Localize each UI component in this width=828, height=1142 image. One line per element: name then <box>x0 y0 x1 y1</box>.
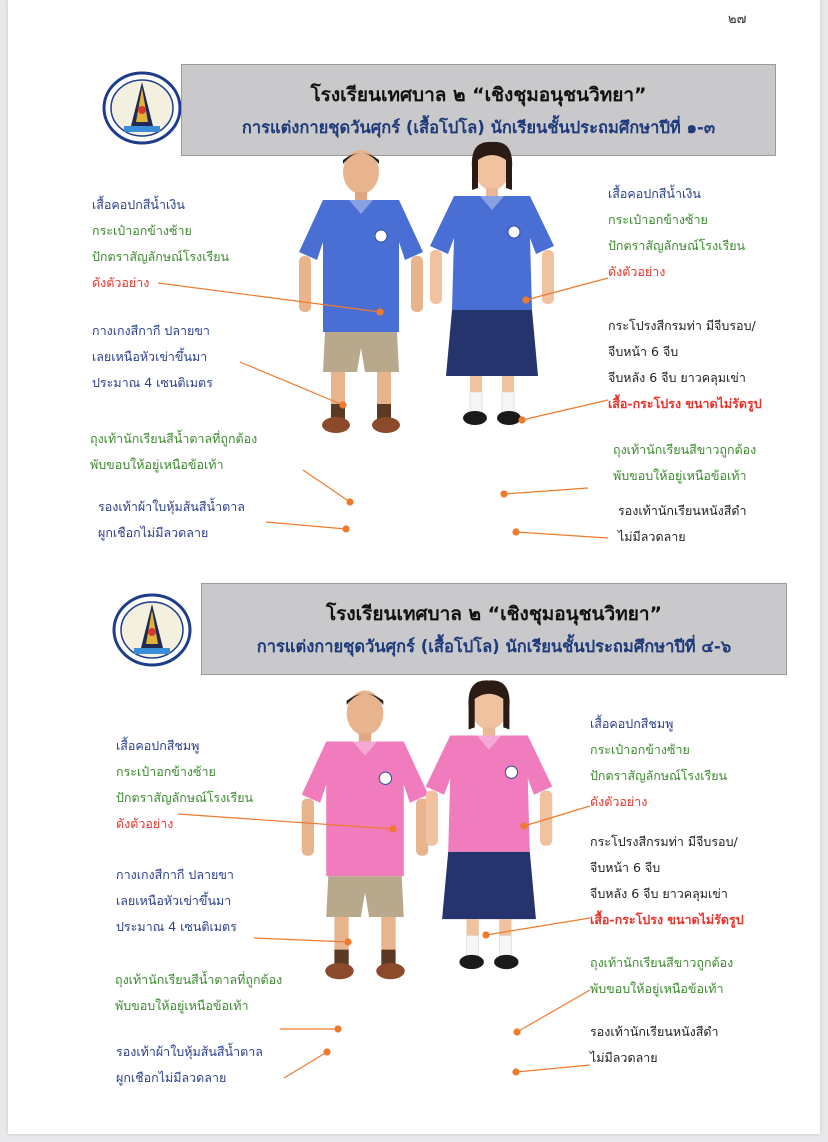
section-2-subtitle: การแต่งกายชุดวันศุกร์ (เสื้อโปโล) นักเรียนชั้นประถมศึกษาปีที่ ๔-๖ <box>256 637 732 656</box>
s2-boy-shirt-labels: เสื้อคอปกสีชมพู กระเป๋าอกข้างซ้าย ปักตราสัญลักษณ์โรงเรียน ดังตัวอย่าง <box>116 738 254 831</box>
s1-boy-pants-labels: กางเกงสีกากี ปลายขา เลยเหนือหัวเข่าขึ้นมา ประมาณ 4 เซนติเมตร <box>92 323 213 390</box>
s1-girl-socks-labels: ถุงเท้านักเรียนสีขาวถูกต้อง พับขอบให้อยู่เหนือข้อเท้า <box>613 442 757 483</box>
s1-boy-socks-labels: ถุงเท้านักเรียนสีน้ำตาลที่ถูกต้อง พับขอบให้อยู่เหนือข้อเท้า <box>90 431 258 472</box>
s2-girl-skirt-labels: กระโปรงสีกรมท่า มีจีบรอบ/ จีบหน้า 6 จีบ จีบหลัง 6 จีบ ยาวคลุมเข่า เสื้อ-กระโปรง ขนาดไม่รัดรูป <box>590 834 744 927</box>
s1-girl-skirt-labels: กระโปรงสีกรมท่า มีจีบรอบ/ จีบหน้า 6 จีบ จีบหลัง 6 จีบ ยาวคลุมเข่า เสื้อ-กระโปรง ขนาดไม่รัดรูป <box>608 318 762 411</box>
s1-girl-figure <box>430 142 554 425</box>
s2-boy-figure <box>302 691 428 980</box>
uniform-illustrations <box>8 0 820 1134</box>
s2-girl-shirt-labels: เสื้อคอปกสีชมพู กระเป๋าอกข้างซ้าย ปักตราสัญลักษณ์โรงเรียน ดังตัวอย่าง <box>590 716 728 809</box>
s2-boy-pants-labels: กางเกงสีกากี ปลายขา เลยเหนือหัวเข่าขึ้นมา ประมาณ 4 เซนติเมตร <box>116 867 237 934</box>
document-page <box>8 0 820 1134</box>
s1-boy-figure <box>299 150 423 433</box>
s1-girl-shoes-labels: รองเท้านักเรียนหนังสีดำ ไม่มีลวดลาย <box>618 503 747 544</box>
s2-girl-figure <box>426 680 552 969</box>
s2-boy-shoes-labels: รองเท้าผ้าใบหุ้มส้นสีน้ำตาล ผูกเชือกไม่มีลวดลาย <box>116 1044 263 1085</box>
s2-girl-socks-labels: ถุงเท้านักเรียนสีขาวถูกต้อง พับขอบให้อยู่เหนือข้อเท้า <box>590 955 734 996</box>
s1-boy-shirt-labels: เสื้อคอปกสีน้ำเงิน กระเป๋าอกข้างซ้าย ปักตราสัญลักษณ์โรงเรียน ดังตัวอย่าง <box>92 197 230 290</box>
page-number: ๒๗ <box>728 12 747 27</box>
s2-girl-shoes-labels: รองเท้านักเรียนหนังสีดำ ไม่มีลวดลาย <box>590 1024 719 1065</box>
section-1-subtitle: การแต่งกายชุดวันศุกร์ (เสื้อโปโล) นักเรียนชั้นประถมศึกษาปีที่ ๑-๓ <box>241 118 716 137</box>
s1-girl-shirt-labels: เสื้อคอปกสีน้ำเงิน กระเป๋าอกข้างซ้าย ปักตราสัญลักษณ์โรงเรียน ดังตัวอย่าง <box>608 186 746 279</box>
section-1-title: โรงเรียนเทศบาล ๒ “เชิงชุมอนุชนวิทยา” <box>310 84 647 106</box>
s2-boy-socks-labels: ถุงเท้านักเรียนสีน้ำตาลที่ถูกต้อง พับขอบให้อยู่เหนือข้อเท้า <box>115 972 283 1013</box>
s1-boy-shoes-labels: รองเท้าผ้าใบหุ้มส้นสีน้ำตาล ผูกเชือกไม่มีลวดลาย <box>98 499 245 540</box>
section-2-title: โรงเรียนเทศบาล ๒ “เชิงชุมอนุชนวิทยา” <box>325 603 663 625</box>
